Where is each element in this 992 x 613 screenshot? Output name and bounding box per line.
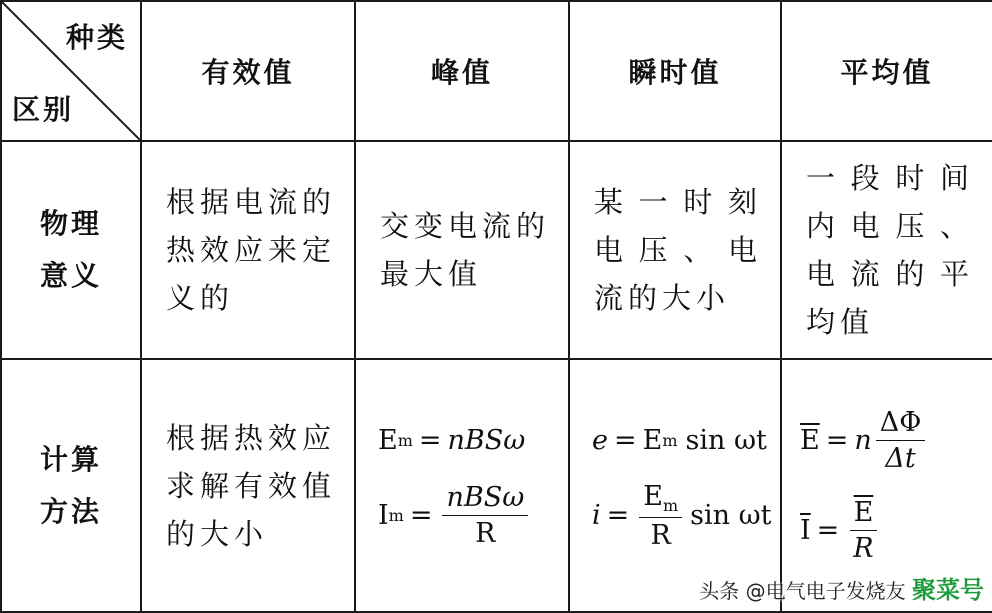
header-row (1, 1, 992, 141)
formula-avg-e: $\overline{E}$ = n $\frac{\Delta\Phi}{\Delta t}$ (782, 396, 992, 486)
corner-cell (1, 1, 141, 141)
header-average: 平均值 (781, 1, 992, 141)
header-effective: 有效值 (141, 1, 355, 141)
watermark: 头条 @电气电子发烧友 聚菜号 (699, 576, 984, 604)
formula-avg-i: $\overline{I}$ = $\frac{\overline{E}}{R}$ (782, 486, 992, 576)
formula-inst-e: e = E m sin ωt (592, 425, 767, 456)
method-effective: 根据热效应求解有效值的大小 (141, 359, 355, 612)
meaning-peak: 交变电流的最大值 (355, 141, 569, 359)
formula-peak-e: E m = nBSω (378, 425, 526, 456)
meaning-effective: 根据电流的热效应来定义的 (141, 141, 355, 359)
formula-inst-i: i = $\frac{E_m}{R}$ sin ωt (592, 480, 772, 551)
formula-peak-i: I m = $\frac{\text{nBSω}}{R}$ (356, 471, 568, 561)
meaning-average: 一段时间内电压、电流的平均值 (781, 141, 992, 359)
meaning-instant: 某一时刻电压、电流的大小 (569, 141, 781, 359)
row-label-meaning: 物理 意义 (1, 141, 141, 359)
row-meaning (1, 141, 992, 359)
row-label-method: 计算 方法 (1, 359, 141, 612)
method-peak (355, 359, 569, 612)
header-instant: 瞬时值 (569, 1, 781, 141)
corner-bottom-label: 区别 (12, 93, 75, 126)
corner-top-label: 种类 (65, 21, 128, 54)
header-peak: 峰值 (355, 1, 569, 141)
watermark-brand: 聚菜号 (912, 576, 984, 604)
